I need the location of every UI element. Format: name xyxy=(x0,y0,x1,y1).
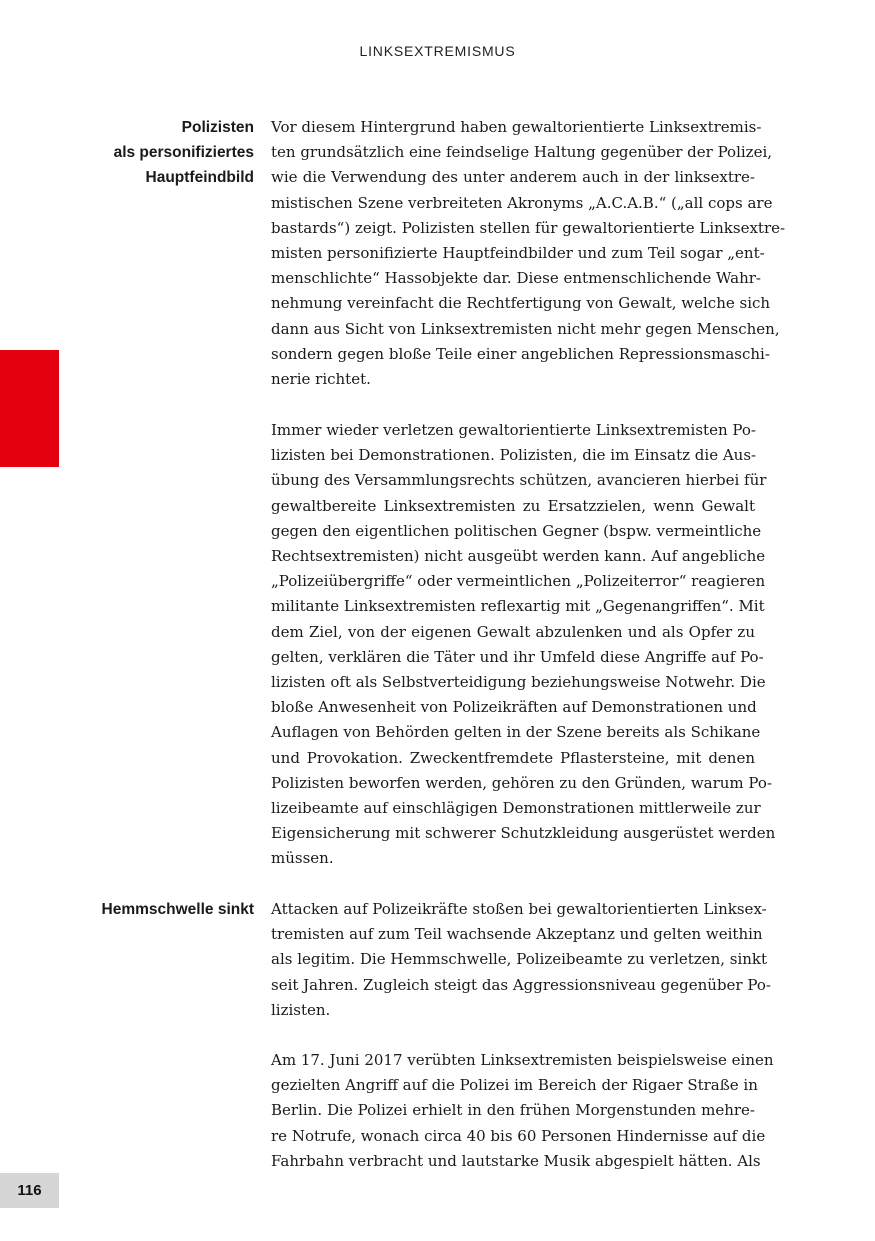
text-line: tremisten auf zum Teil wachsende Akzeptanz und gelten weithin xyxy=(271,925,763,944)
page-number: 116 xyxy=(0,1173,59,1208)
text-line: lizisten. xyxy=(271,1000,331,1019)
text-line: militante Linksextremisten reflexartig mit „Gegenangriffen“. Mit xyxy=(271,597,765,616)
text-line: misten personifizierte Hauptfeindbilder und zum Teil sogar „ent- xyxy=(271,244,765,263)
text-line: gegen den eigentlichen politischen Gegner (bspw. vermeintliche xyxy=(271,521,762,540)
text-line: re Notrufe, wonach circa 40 bis 60 Personen Hindernisse auf die xyxy=(271,1126,766,1145)
chapter-color-tab xyxy=(0,350,59,467)
paragraph-2 xyxy=(271,418,776,872)
text-line: mistischen Szene verbreiteten Akronyms „A.C.A.B.“ („all cops are xyxy=(271,193,773,212)
text-line: dann aus Sicht von Linksextremisten nicht mehr gegen Menschen, xyxy=(271,319,780,338)
text-line: übung des Versammlungsrechts schützen, avancieren hierbei für xyxy=(271,471,767,490)
text-line: nerie richtet. xyxy=(271,370,371,389)
text-line: wie die Verwendung des unter anderem auch in der linksextre- xyxy=(271,168,755,187)
text-line: Vor diesem Hintergrund haben gewaltorientierte Linksextremis- xyxy=(271,118,762,136)
marginal-heading-line: Polizisten xyxy=(181,119,254,136)
text-line: „Polizeiübergriffe“ oder vermeintlichen „Polizeiterror“ reagieren xyxy=(271,572,766,591)
text-line: Eigensicherung mit schwerer Schutzkleidung ausgerüstet werden xyxy=(271,824,776,843)
text-line: menschlichte“ Hassobjekte dar. Diese entmenschlichende Wahr- xyxy=(271,269,761,288)
text-line: gezielten Angriff auf die Polizei im Bereich der Rigaer Straße in xyxy=(271,1076,758,1095)
text-line: gelten, verklären die Täter und ihr Umfeld diese Angriffe auf Po- xyxy=(271,647,764,666)
text-line: bloße Anwesenheit von Polizeikräften auf Demonstrationen und xyxy=(271,698,757,717)
marginal-heading-line: Hemmschwelle sinkt xyxy=(101,901,254,918)
text-line: müssen. xyxy=(271,849,334,868)
text-line: nehmung vereinfacht die Rechtfertigung von Gewalt, welche sich xyxy=(271,294,771,313)
text-line: ten grundsätzlich eine feindselige Haltung gegenüber der Polizei, xyxy=(271,143,773,162)
text-line: Berlin. Die Polizei erhielt in den frühen Morgenstunden mehre- xyxy=(271,1101,755,1120)
text-line: lizeibeamte auf einschlägigen Demonstrationen mittlerweile zur xyxy=(271,799,761,818)
marginal-heading-line: Hauptfeindbild xyxy=(145,169,254,187)
text-line: Auflagen von Behörden gelten in der Szene bereits als Schikane xyxy=(271,723,761,742)
text-line: und Provokation. Zweckentfremdete Pflastersteine, mit denen xyxy=(271,748,755,767)
text-line: Am 17. Juni 2017 verübten Linksextremisten beispielsweise einen xyxy=(271,1051,774,1069)
text-line: Rechtsextremisten) nicht ausgeübt werden kann. Auf angebliche xyxy=(271,547,766,566)
paragraph-3 xyxy=(271,897,771,1023)
text-line: als legitim. Die Hemmschwelle, Polizeibeamte zu verletzen, sinkt xyxy=(271,950,768,969)
running-header: LINKSEXTREMISMUS xyxy=(359,43,516,59)
text-line: lizisten bei Demonstrationen. Polizisten, die im Einsatz die Aus- xyxy=(271,446,757,465)
text-line: Attacken auf Polizeikräfte stoßen bei gewaltorientierten Linksex- xyxy=(271,900,767,918)
paragraph-1 xyxy=(271,115,786,392)
text-line: Immer wieder verletzen gewaltorientierte Linksextremisten Po- xyxy=(271,421,756,439)
text-line: dem Ziel, von der eigenen Gewalt abzulenken und als Opfer zu xyxy=(271,622,755,641)
text-line: bastards“) zeigt. Polizisten stellen für gewaltorientierte Linksextre- xyxy=(271,218,786,237)
marginal-heading-line: als personifiziertes xyxy=(113,144,254,162)
text-line: Fahrbahn verbracht und lautstarke Musik abgespielt hätten. Als xyxy=(271,1151,761,1170)
marginal-heading-hauptfeindbild xyxy=(114,115,254,191)
paragraph-4 xyxy=(271,1048,774,1174)
text-line: sondern gegen bloße Teile einer angeblichen Repressionsmaschi- xyxy=(271,344,770,363)
text-line: lizisten oft als Selbstverteidigung beziehungsweise Notwehr. Die xyxy=(271,673,766,692)
text-line: seit Jahren. Zugleich steigt das Aggressionsniveau gegenüber Po- xyxy=(271,975,771,994)
marginal-heading-hemmschwelle xyxy=(102,897,254,922)
text-line: Polizisten beworfen werden, gehören zu den Gründen, warum Po- xyxy=(271,773,773,792)
text-line: gewaltbereite Linksextremisten zu Ersatzzielen, wenn Gewalt xyxy=(271,496,755,515)
